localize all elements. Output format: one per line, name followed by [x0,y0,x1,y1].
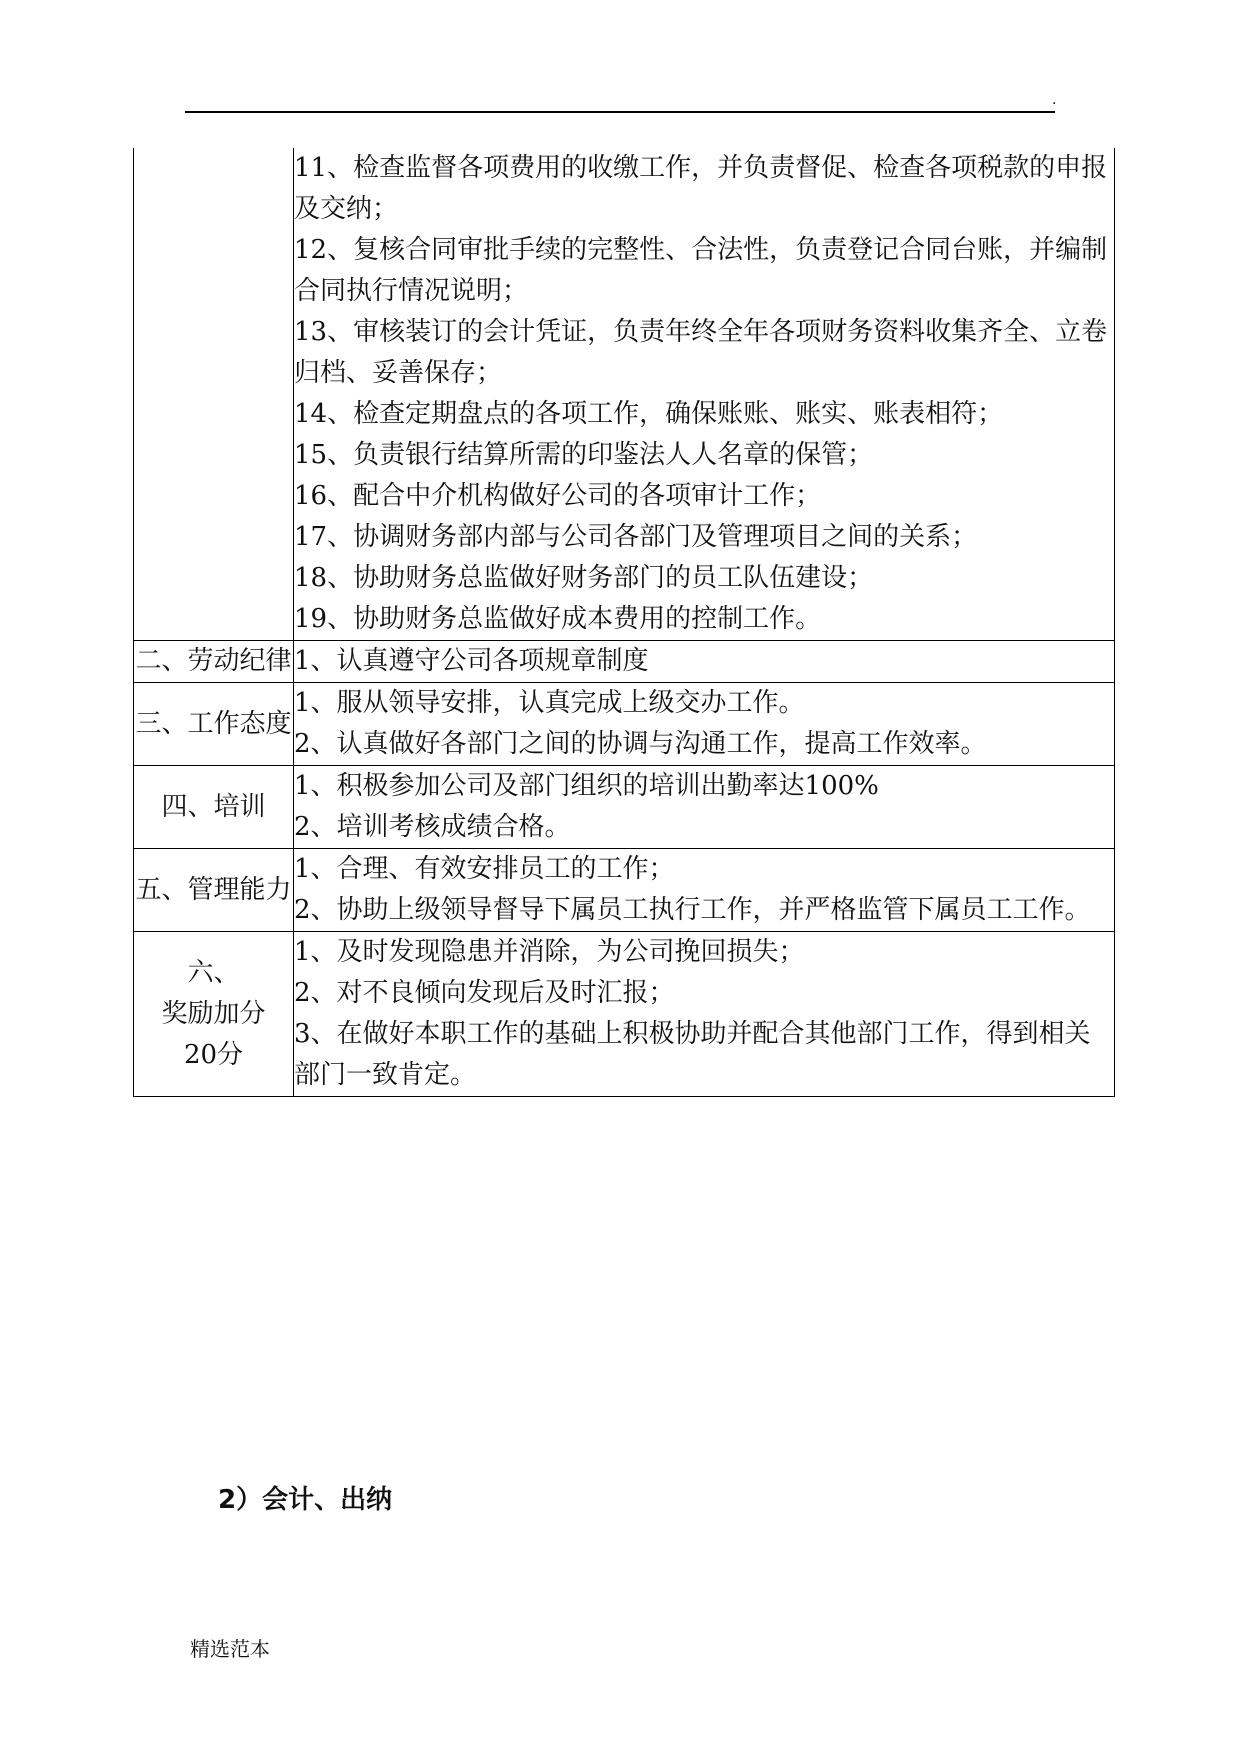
duty-line: 2、对不良倾向发现后及时汇报； [294,978,675,1008]
table-row [134,932,1115,1097]
duty-table [133,148,1115,1097]
duty-line: 17、协调财务部内部与公司各部门及管理项目之间的关系； [294,522,978,552]
duty-line: 2、认真做好各部门之间的协调与沟通工作，提高工作效率。 [294,729,987,759]
category-cell: 五、管理能力 [134,849,294,932]
table-row [134,641,1115,683]
content-cell [294,766,1115,849]
category-cell [134,148,294,641]
duty-line: 1、及时发现隐患并消除，为公司挽回损失； [294,937,805,967]
duty-line: 18、协助财务总监做好财务部门的员工队伍建设； [294,563,874,593]
duty-line: 2、培训考核成绩合格。 [294,812,571,842]
header-mark: . [1052,92,1057,108]
duty-line: 12、复核合同审批手续的完整性、合法性，负责登记合同台账，并编制合同执行情况说明； [294,235,1108,306]
content-cell [294,148,1115,641]
content-cell [294,932,1115,1097]
category-cell: 二、劳动纪律 [134,641,294,683]
content-cell [294,683,1115,766]
duty-line: 1、服从领导安排，认真完成上级交办工作。 [294,688,805,718]
content-cell [294,641,1115,683]
duty-line: 13、审核装订的会计凭证，负责年终全年各项财务资料收集齐全、立卷归档、妥善保存； [294,317,1108,388]
duty-line: 11、检查监督各项费用的收缴工作，并负责督促、检查各项税款的申报及交纳； [294,153,1108,224]
duty-line: 1、积极参加公司及部门组织的培训出勤率达100% [294,771,879,801]
duty-line: 15、负责银行结算所需的印鉴法人人名章的保管； [294,440,874,470]
category-line: 六、 [187,957,240,988]
duty-line: 1、合理、有效安排员工的工作； [294,854,675,884]
category-cell [134,932,294,1097]
table-row [134,766,1115,849]
category-line: 奖励加分 [161,998,266,1029]
duty-line: 19、协助财务总监做好成本费用的控制工作。 [294,604,822,634]
category-cell: 三、工作态度 [134,683,294,766]
table-row [134,849,1115,932]
duty-line: 1、认真遵守公司各项规章制度 [294,646,649,676]
header-rule [185,111,1055,113]
footer-text: 精选范本 [190,1637,270,1661]
duty-line: 2、协助上级领导督导下属员工执行工作，并严格监管下属员工工作。 [294,895,1091,925]
duty-line: 16、配合中介机构做好公司的各项审计工作； [294,481,822,511]
content-cell [294,849,1115,932]
table-row [134,683,1115,766]
duty-line: 3、在做好本职工作的基础上积极协助并配合其他部门工作，得到相关部门一致肯定。 [294,1019,1091,1090]
category-cell: 四、培训 [134,766,294,849]
category-line: 20分 [183,1039,244,1070]
duty-line: 14、检查定期盘点的各项工作，确保账账、账实、账表相符； [294,399,1004,429]
section-heading: 2）会计、出纳 [218,1485,393,1515]
table-row [134,148,1115,641]
